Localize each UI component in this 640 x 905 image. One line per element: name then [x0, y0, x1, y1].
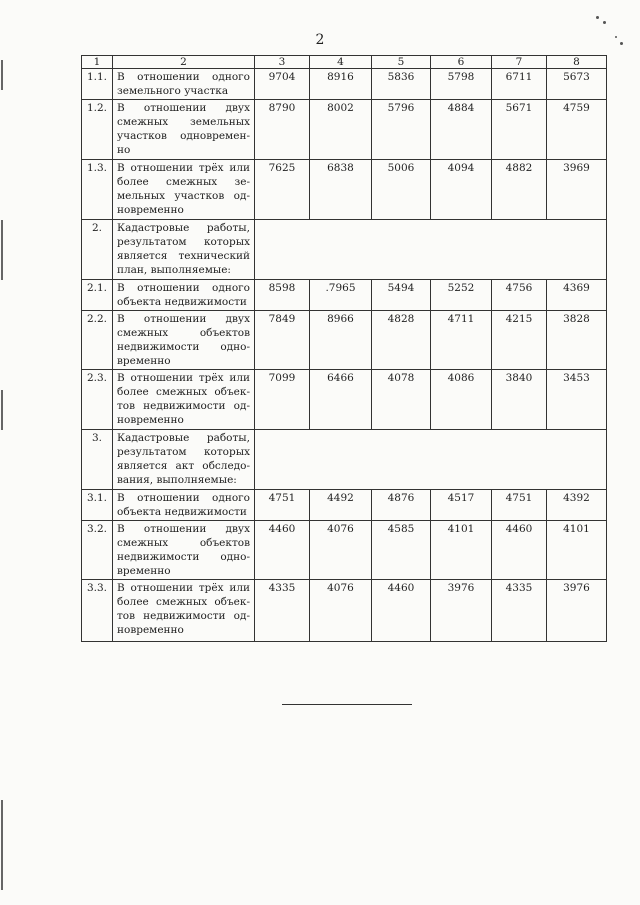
price-cell: 8966	[310, 311, 372, 370]
price-cell: 8790	[255, 100, 310, 160]
price-cell: 4882	[492, 160, 547, 220]
row-description: В отношении двух смежных земельных участков одновремен-но	[113, 100, 255, 160]
price-cell: 4078	[372, 370, 431, 430]
scan-edge-mark	[1, 800, 3, 890]
price-cell: 4884	[431, 100, 492, 160]
scan-edge-mark	[1, 220, 3, 280]
price-cell: 4756	[492, 280, 547, 311]
price-cell: 4585	[372, 521, 431, 580]
row-number: 3.1.	[82, 490, 113, 521]
price-cell: 4094	[431, 160, 492, 220]
closing-rule	[282, 704, 412, 705]
price-cell: 7099	[255, 370, 310, 430]
column-header: 4	[310, 56, 372, 69]
table-row	[82, 69, 607, 100]
price-cell: 6711	[492, 69, 547, 100]
price-cell: 7849	[255, 311, 310, 370]
table-row	[82, 100, 607, 160]
row-description: В отношении двух смежных объектов недвижимости одно-временно	[113, 311, 255, 370]
price-cell: 4335	[492, 580, 547, 642]
price-cell: 3453	[547, 370, 607, 430]
row-number: 2.3.	[82, 370, 113, 430]
price-cell: 3976	[547, 580, 607, 642]
price-cell: 4215	[492, 311, 547, 370]
table-row	[82, 280, 607, 311]
price-cell: 8002	[310, 100, 372, 160]
price-cell: 5673	[547, 69, 607, 100]
price-cell: 5252	[431, 280, 492, 311]
price-cell: 4076	[310, 580, 372, 642]
price-table	[81, 55, 607, 642]
scan-edge-mark	[1, 60, 3, 90]
section-header-blank	[255, 220, 607, 280]
price-cell: 9704	[255, 69, 310, 100]
price-cell: 8598	[255, 280, 310, 311]
row-number: 1.3.	[82, 160, 113, 220]
column-header: 7	[492, 56, 547, 69]
table-header-row	[82, 56, 607, 69]
price-cell: 6838	[310, 160, 372, 220]
price-cell: 4460	[372, 580, 431, 642]
row-number: 3.	[82, 430, 113, 490]
table-row	[82, 220, 607, 280]
row-number: 3.2.	[82, 521, 113, 580]
price-cell: 5006	[372, 160, 431, 220]
price-cell: 4369	[547, 280, 607, 311]
price-cell: 4086	[431, 370, 492, 430]
price-cell: 5671	[492, 100, 547, 160]
price-cell: 4876	[372, 490, 431, 521]
price-cell: 4101	[431, 521, 492, 580]
column-header: 2	[113, 56, 255, 69]
column-header: 8	[547, 56, 607, 69]
price-cell: 5798	[431, 69, 492, 100]
price-cell: 3828	[547, 311, 607, 370]
row-description: В отношении одного объекта недвижимости	[113, 280, 255, 311]
price-cell: 4460	[492, 521, 547, 580]
price-cell: 5796	[372, 100, 431, 160]
price-cell: 4492	[310, 490, 372, 521]
row-number: 1.1.	[82, 69, 113, 100]
price-cell: 4076	[310, 521, 372, 580]
table-row	[82, 311, 607, 370]
price-cell: 3840	[492, 370, 547, 430]
price-cell: 4101	[547, 521, 607, 580]
table-row	[82, 430, 607, 490]
column-header: 3	[255, 56, 310, 69]
scan-edge-mark	[1, 390, 3, 430]
price-cell: 4460	[255, 521, 310, 580]
row-number: 2.2.	[82, 311, 113, 370]
price-cell: 3976	[431, 580, 492, 642]
row-description: В отношении двух смежных объектов недвижимости одно-временно	[113, 521, 255, 580]
column-header: 5	[372, 56, 431, 69]
price-cell: 8916	[310, 69, 372, 100]
scan-speck	[596, 16, 599, 19]
row-description: В отношении одного земельного участка	[113, 69, 255, 100]
scan-speck	[620, 42, 623, 45]
table-row	[82, 580, 607, 642]
column-header: 1	[82, 56, 113, 69]
price-cell: 4517	[431, 490, 492, 521]
price-cell: 5836	[372, 69, 431, 100]
row-description: Кадастровые работы, результатом которых является технический план, выполняемые:	[113, 220, 255, 280]
table-row	[82, 521, 607, 580]
price-cell: 4751	[255, 490, 310, 521]
table-row	[82, 160, 607, 220]
page-number: 2	[315, 32, 325, 48]
price-cell: 6466	[310, 370, 372, 430]
row-description: В отношении одного объекта недвижимости	[113, 490, 255, 521]
row-description: В отношении трёх или более смежных зе-мельных участков од-новременно	[113, 160, 255, 220]
price-cell: 4335	[255, 580, 310, 642]
price-cell: 4751	[492, 490, 547, 521]
table-row	[82, 370, 607, 430]
row-number: 2.	[82, 220, 113, 280]
row-number: 1.2.	[82, 100, 113, 160]
price-cell: .7965	[310, 280, 372, 311]
row-description: Кадастровые работы, результатом которых является акт обследо-вания, выполняемые:	[113, 430, 255, 490]
section-header-blank	[255, 430, 607, 490]
price-cell: 5494	[372, 280, 431, 311]
scan-speck	[603, 21, 606, 24]
column-header: 6	[431, 56, 492, 69]
price-cell: 4759	[547, 100, 607, 160]
price-cell: 3969	[547, 160, 607, 220]
row-description: В отношении трёх или более смежных объек-тов недвижимости од-новременно	[113, 370, 255, 430]
price-cell: 4711	[431, 311, 492, 370]
scan-speck	[615, 36, 617, 38]
price-cell: 4392	[547, 490, 607, 521]
row-number: 2.1.	[82, 280, 113, 311]
row-number: 3.3.	[82, 580, 113, 642]
table-row	[82, 490, 607, 521]
price-cell: 7625	[255, 160, 310, 220]
row-description: В отношении трёх или более смежных объек-тов недвижимости од-новременно	[113, 580, 255, 642]
price-cell: 4828	[372, 311, 431, 370]
